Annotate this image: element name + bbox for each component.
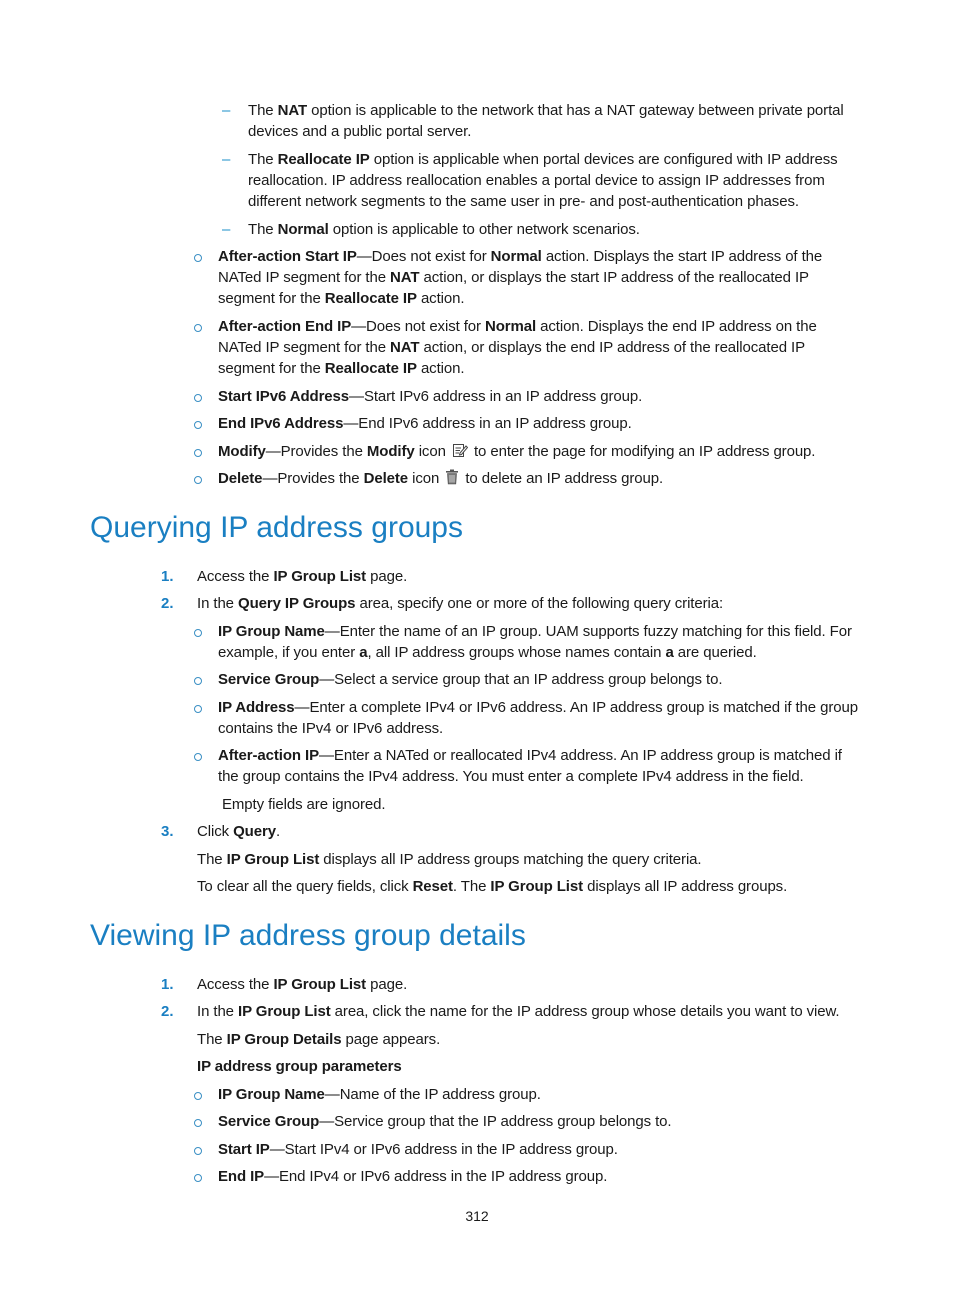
text-line: The Reallocate IP option is applicable when portal devices are configured with IP address — [248, 151, 838, 168]
bold-term: Service Group — [218, 671, 320, 688]
bold-term: IP Group List — [273, 976, 367, 993]
bold-term: Normal — [485, 318, 537, 335]
note-text: Empty fields are ignored. — [222, 796, 386, 813]
text-line: Delete—Provides the Delete icon to delete an IP address group. — [218, 468, 663, 491]
bold-term: Delete — [218, 470, 263, 487]
text-line: The Normal option is applicable to other network scenarios. — [248, 221, 640, 238]
bullet-circle — [194, 1147, 202, 1155]
text-line: The IP Group Details page appears. — [197, 1031, 441, 1048]
bold-term: After-action Start IP — [218, 248, 357, 265]
page-number: 312 — [465, 1208, 489, 1224]
text-line: Start IPv6 Address—Start IPv6 address in an IP address group. — [218, 388, 643, 405]
bold-term: IP Group List — [273, 568, 367, 585]
text-line: segment for the Reallocate IP action. — [218, 360, 465, 377]
bold-term: Start IP — [218, 1141, 270, 1158]
text-line: NATed IP segment for the NAT action, or displays the end IP address of the reallocated IP — [218, 339, 805, 356]
text-line: example, if you enter a, all IP address groups whose names contain a are queried. — [218, 644, 757, 661]
bullet-circle — [194, 421, 202, 429]
text-line: After-action Start IP—Does not exist for Normal action. Displays the start IP address of the — [218, 248, 823, 265]
bold-term: After-action IP — [218, 747, 320, 764]
bold-term: Modify — [366, 443, 415, 460]
bold-term: NAT — [277, 102, 308, 119]
dash-marker: – — [222, 102, 231, 119]
step-text: In the Query IP Groups area, specify one or more of the following query criteria: — [197, 595, 724, 612]
text-line: After-action End IP—Does not exist for Normal action. Displays the end IP address on the — [218, 318, 817, 335]
text-line: devices and a public portal server. — [248, 123, 472, 140]
bold-term: Normal — [490, 248, 542, 265]
bold-term: IP Group List — [226, 851, 320, 868]
bullet-circle — [194, 394, 202, 402]
bullet-circle — [194, 254, 202, 262]
bold-term: IP Group Name — [218, 623, 325, 640]
text-line: Start IP—Start IPv4 or IPv6 address in the IP address group. — [218, 1141, 618, 1158]
bold-term: IP Group List — [238, 1003, 331, 1020]
bold-term: IP Group Name — [218, 1086, 325, 1103]
bold-term: Reallocate IP — [324, 290, 417, 307]
bold-term: NAT — [390, 269, 420, 286]
bold-term: Modify — [218, 443, 266, 460]
bold-term: End IPv6 Address — [218, 415, 344, 432]
bold-term: Reallocate IP — [324, 360, 417, 377]
bold-term: After-action End IP — [218, 318, 352, 335]
bold-term: End IP — [218, 1168, 265, 1185]
step-number: 2. — [161, 1003, 174, 1020]
bold-term: Service Group — [218, 1113, 320, 1130]
bold-term: IP Address — [218, 699, 295, 716]
bullet-circle — [194, 1174, 202, 1182]
text-line: End IP—End IPv4 or IPv6 address in the IP address group. — [218, 1168, 608, 1185]
bullet-circle — [194, 1092, 202, 1100]
bold-term: a — [359, 644, 368, 661]
bold-term: Normal — [277, 221, 329, 238]
text-line: Modify—Provides the Modify icon to enter the page for modifying an IP address group. — [218, 441, 815, 464]
bullet-circle — [194, 324, 202, 332]
text-line: contains the IPv4 or IPv6 address. — [218, 720, 444, 737]
dash-marker: – — [222, 151, 231, 168]
bold-term: Start IPv6 Address — [218, 388, 350, 405]
bullet-circle — [194, 1119, 202, 1127]
text-line: reallocation. IP address reallocation enables a portal device to assign IP addresses from — [248, 172, 825, 189]
step-text: Access the IP Group List page. — [197, 976, 408, 993]
bullet-circle — [194, 753, 202, 761]
section-heading-viewing: Viewing IP address group details — [90, 919, 526, 952]
bold-term: Reset — [412, 878, 453, 895]
bullet-circle — [194, 476, 202, 484]
bold-term: NAT — [390, 339, 420, 356]
bold-term: IP Group List — [490, 878, 584, 895]
edit-icon — [452, 442, 468, 464]
text-line: Service Group—Service group that the IP address group belongs to. — [218, 1113, 672, 1130]
step-text: Click Query. — [197, 823, 281, 840]
step-text: In the IP Group List area, click the name for the IP address group whose details you want to view. — [197, 1003, 840, 1020]
text-line: Service Group—Select a service group that an IP address group belongs to. — [218, 671, 723, 688]
step-number: 2. — [161, 595, 174, 612]
text-line: After-action IP—Enter a NATed or reallocated IPv4 address. An IP address group is matched if — [218, 747, 842, 764]
bullet-circle — [194, 705, 202, 713]
text-line: The IP Group List displays all IP address groups matching the query criteria. — [197, 851, 702, 868]
params-title: IP address group parameters — [197, 1058, 402, 1075]
bold-term: Reallocate IP — [277, 151, 370, 168]
step-number: 3. — [161, 823, 174, 840]
text-line: segment for the Reallocate IP action. — [218, 290, 465, 307]
text-line: IP Group Name—Enter the name of an IP group. UAM supports fuzzy matching for this field. For — [218, 623, 852, 640]
text-line: different network segments to the same user in pre- and post-authentication phases. — [248, 193, 799, 210]
bold-term: Query IP Groups — [238, 595, 356, 612]
text-line: The NAT option is applicable to the network that has a NAT gateway between private portal — [248, 102, 844, 119]
text-line: IP Address—Enter a complete IPv4 or IPv6 address. An IP address group is matched if the group — [218, 699, 858, 716]
bullet-circle — [194, 629, 202, 637]
step-text: Access the IP Group List page. — [197, 568, 408, 585]
dash-marker: – — [222, 221, 231, 238]
text-line: IP Group Name—Name of the IP address group. — [218, 1086, 541, 1103]
bold-term: a — [665, 644, 674, 661]
bold-term: Delete — [363, 470, 409, 487]
text-line: End IPv6 Address—End IPv6 address in an IP address group. — [218, 415, 632, 432]
trash-icon — [445, 469, 459, 491]
text-line: the group contains the IPv4 address. You must enter a complete IPv4 address in the field. — [218, 768, 804, 785]
step-number: 1. — [161, 976, 174, 993]
section-heading-querying: Querying IP address groups — [90, 511, 463, 544]
text-line: NATed IP segment for the NAT action, or displays the start IP address of the reallocated IP — [218, 269, 809, 286]
step-number: 1. — [161, 568, 174, 585]
bold-term: Query — [233, 823, 276, 840]
bullet-circle — [194, 677, 202, 685]
bullet-circle — [194, 449, 202, 457]
bold-term: IP Group Details — [226, 1031, 342, 1048]
text-line: To clear all the query fields, click Reset. The IP Group List displays all IP address groups. — [197, 878, 788, 895]
